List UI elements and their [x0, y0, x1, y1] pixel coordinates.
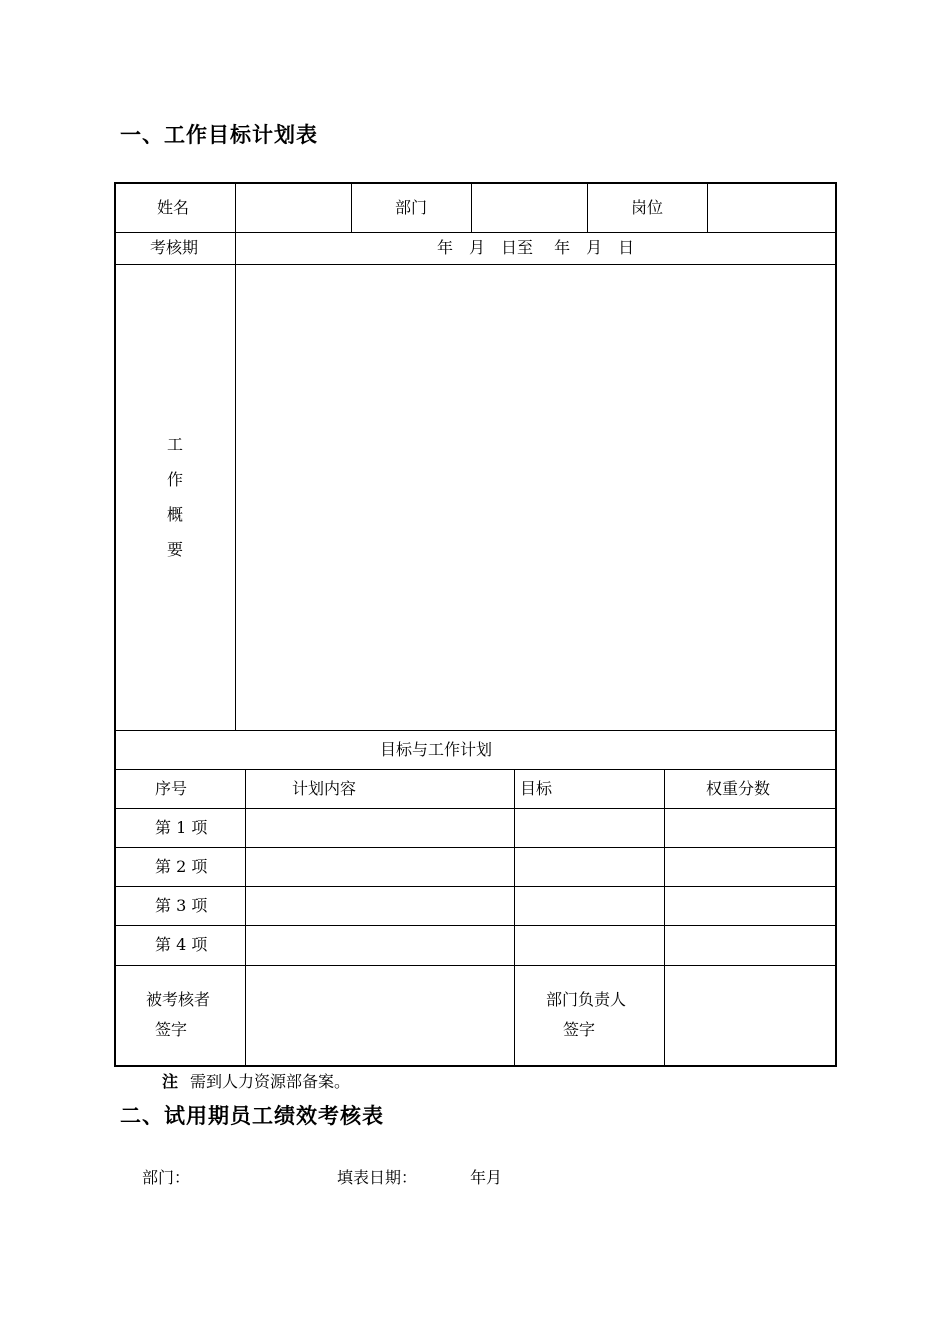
- column-header-target: 目标: [520, 779, 553, 798]
- column-divider: [514, 769, 515, 1065]
- name-label: 姓名: [157, 198, 190, 217]
- item-row-target[interactable]: [524, 858, 654, 876]
- summary-value[interactable]: [245, 275, 825, 720]
- department-label: 部门: [395, 198, 428, 217]
- row-divider: [115, 886, 836, 887]
- position-value[interactable]: [717, 199, 827, 217]
- note-text: 需到人力资源部备案。: [190, 1072, 351, 1091]
- item-row-weight[interactable]: [674, 897, 824, 915]
- row-divider: [115, 232, 836, 233]
- department-value[interactable]: [481, 199, 581, 217]
- item-row-target[interactable]: [524, 819, 654, 837]
- item-row-label: 第 2 项: [155, 857, 208, 876]
- item-row-content[interactable]: [255, 936, 505, 954]
- row-divider: [115, 808, 836, 809]
- item-row-target[interactable]: [524, 897, 654, 915]
- section-1-title: 一、工作目标计划表: [120, 123, 318, 147]
- department-field-label: 部门：: [142, 1168, 191, 1187]
- column-divider: [471, 184, 472, 232]
- assessee-signature-field[interactable]: [255, 975, 505, 1055]
- name-value[interactable]: [245, 199, 345, 217]
- column-divider: [235, 232, 236, 730]
- item-row-weight[interactable]: [674, 858, 824, 876]
- column-divider: [707, 184, 708, 232]
- row-divider: [115, 769, 836, 770]
- fill-date-label: 填表日期：: [337, 1168, 418, 1187]
- column-divider: [351, 184, 352, 232]
- item-row-content[interactable]: [255, 858, 505, 876]
- period-value[interactable]: 年 月 日至 年 月 日: [437, 238, 635, 257]
- item-row-label: 第 3 项: [155, 896, 208, 915]
- summary-label-char: 概: [167, 505, 184, 524]
- column-divider: [587, 184, 588, 232]
- assessee-label: 被考核者: [146, 990, 211, 1009]
- column-divider: [235, 184, 236, 232]
- row-divider: [115, 847, 836, 848]
- summary-label-char: 要: [167, 540, 184, 559]
- item-row-content[interactable]: [255, 819, 505, 837]
- year-month-text: 年月: [470, 1168, 503, 1187]
- item-row-label: 第 1 项: [155, 818, 208, 837]
- item-row-label: 第 4 项: [155, 935, 208, 954]
- position-label: 岗位: [631, 198, 664, 217]
- row-divider: [115, 264, 836, 265]
- column-divider: [664, 769, 665, 1065]
- period-label: 考核期: [150, 238, 199, 257]
- summary-label-char: 作: [167, 470, 184, 489]
- row-divider: [115, 730, 836, 731]
- dept-head-label: 部门负责人: [546, 990, 627, 1009]
- dept-head-sign-label: 签字: [563, 1020, 596, 1039]
- item-row-content[interactable]: [255, 897, 505, 915]
- item-row-weight[interactable]: [674, 936, 824, 954]
- row-divider: [115, 925, 836, 926]
- summary-label-char: 工: [167, 435, 184, 454]
- column-header-weight: 权重分数: [706, 779, 771, 798]
- column-divider: [245, 769, 246, 1065]
- section-2-title: 二、试用期员工绩效考核表: [120, 1104, 384, 1128]
- item-row-target[interactable]: [524, 936, 654, 954]
- column-header-index: 序号: [155, 779, 188, 798]
- column-header-content: 计划内容: [292, 779, 357, 798]
- row-divider: [115, 965, 836, 966]
- plan-header: 目标与工作计划: [380, 740, 493, 759]
- assessee-sign-label: 签字: [155, 1020, 188, 1039]
- item-row-weight[interactable]: [674, 819, 824, 837]
- note-label: 注: [162, 1072, 179, 1091]
- dept-head-signature-field[interactable]: [674, 975, 824, 1055]
